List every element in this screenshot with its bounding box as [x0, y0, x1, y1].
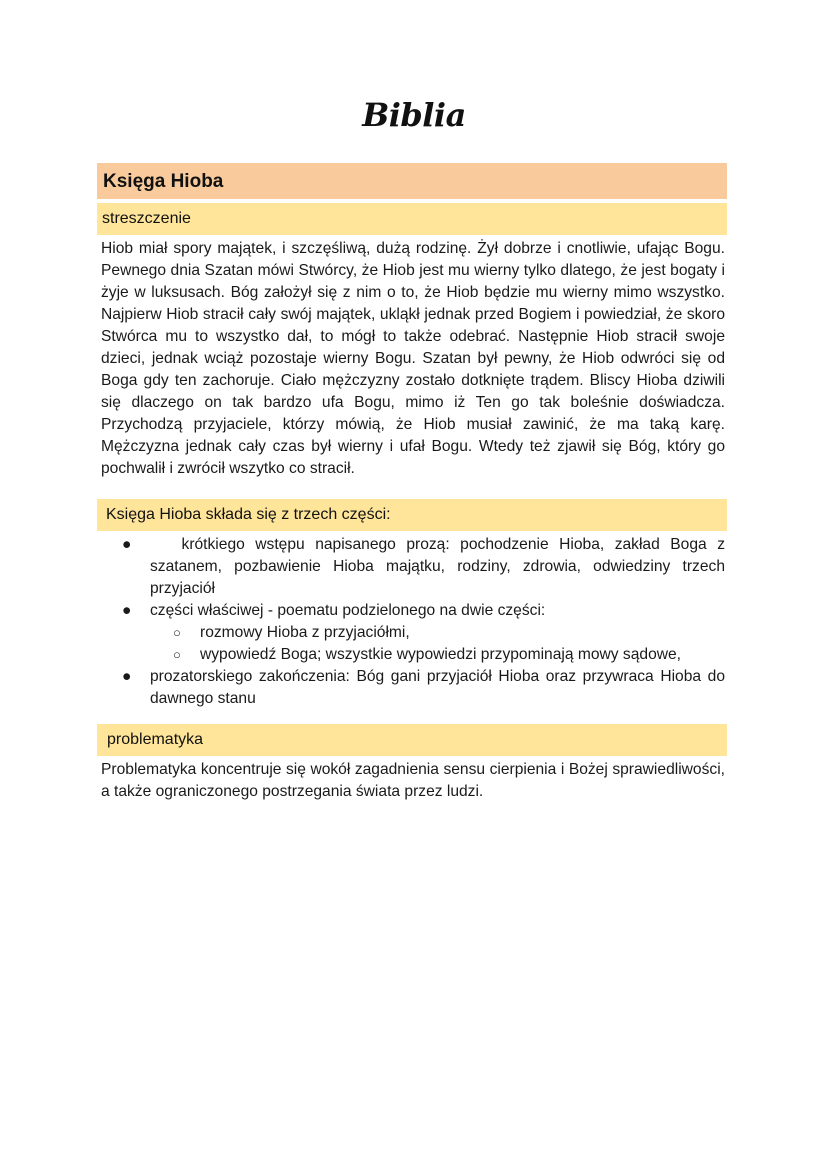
bullet-icon: ● — [122, 668, 132, 685]
list-item — [97, 600, 725, 622]
list-item-text: prozatorskiego zakończenia: Bóg gani przyjaciół Hioba oraz przywraca Hioba do dawnego stanu — [150, 668, 725, 707]
page-title: Biblia — [362, 96, 466, 134]
sub-list-item — [97, 644, 727, 666]
sub-list-item-text: wypowiedź Boga; wszystkie wypowiedzi przypominają mowy sądowe, — [200, 646, 682, 663]
list-item-text: części właściwej - poematu podzielonego na dwie części: — [150, 602, 546, 619]
list-item — [97, 666, 725, 710]
problem-text: Problematyka koncentruje się wokół zagadnienia sensu cierpienia i Bożej sprawiedliwości, a także ograniczonego postrzegania świata przez ludzi. — [101, 761, 725, 800]
bullet-icon: ● — [122, 602, 132, 619]
sub-list-item — [97, 622, 727, 644]
bullet-icon: ● — [122, 536, 132, 553]
summary-label: streszczenie — [97, 203, 727, 235]
note-content — [97, 163, 730, 803]
parts-label: Księga Hioba składa się z trzech części: — [97, 499, 727, 531]
section-heading: Księga Hioba — [97, 163, 727, 199]
circle-bullet-icon: ○ — [173, 647, 181, 662]
problem-label: problematyka — [97, 724, 727, 756]
sub-list-item-text: rozmowy Hioba z przyjaciółmi, — [200, 624, 410, 641]
list-item — [97, 534, 730, 600]
list-item-text: krótkiego wstępu napisanego prozą: pochodzenie Hioba, zakład Boga z szatanem, pozbawienie Hioba majątku, rodziny, zdrowia, odwiedziny trzech przyjaciół — [150, 536, 730, 597]
summary-text: Hiob miał spory majątek, i szczęśliwą, dużą rodzinę. Żył dobrze i cnotliwie, ufając Bogu. Pewnego dnia Szatan mówi Stwórcy, że Hiob jest mu wierny tylko dlatego, że jest bogaty i żyje w luksusach. Bóg założył się z nim o to, że Hiob będzie mu wierny mimo wszystko. Najpierw Hiob stracił cały swój majątek, ukląkł jednak przed Bogiem i powiedział, że skoro Stwórca mu to wszystko dał, to mógł to także odebrać. Następnie Hiob stracił swoje dzieci, jednak wciąż pozostaje wierny Bogu. Szatan był pewny, że Hiob odwróci się od Boga gdy ten zachoruje. Ciało mężczyzny zostało dotknięte trądem. Bliscy Hioba dziwili się dlaczego on tak bardzo ufa Bogu, mimo iż Ten go tak boleśnie doświadcza. Przychodzą przyjaciele, którzy mówią, że Hiob musiał zawinić, że ma taką karę. Mężczyzna jednak cały czas był wierny i ufał Bogu. Wtedy też zjawił się Bóg, który go pochwalił i zwrócił wszytko co stracił. — [101, 240, 725, 477]
parts-list — [97, 534, 730, 710]
circle-bullet-icon: ○ — [173, 625, 181, 640]
